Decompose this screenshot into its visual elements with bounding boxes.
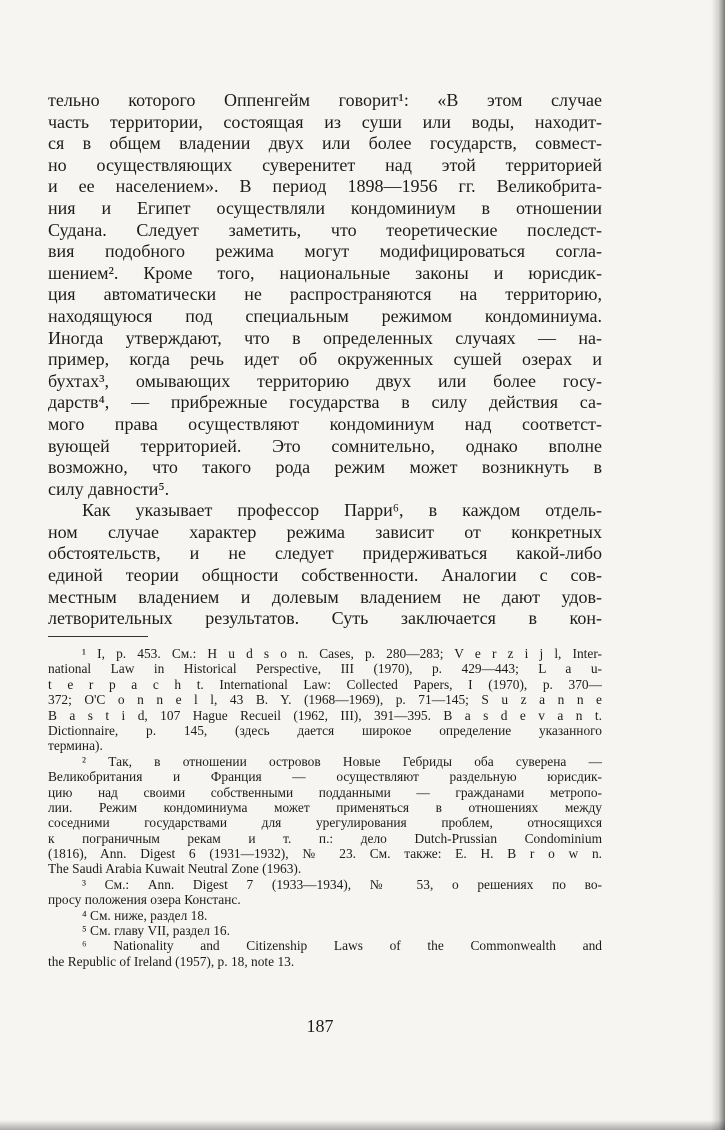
footnote-line: к пограничным рекам и т. п.: дело Dutch-Prussian Condominium [48, 830, 602, 846]
footnote-line: 372; O'C o n n e l l, 43 B. Y. (1968—1969), p. 71—145; S u z a n n e [48, 692, 602, 708]
footnote-line: термина). [48, 738, 103, 754]
text-line: шением². Кроме того, национальные законы и юрисдик- [48, 262, 602, 283]
text-line: часть территории, состоящая из суши или воды, находит- [48, 111, 602, 132]
text-line: и ее населением». В период 1898—1956 гг. Великобрита- [48, 176, 602, 197]
footnote-line: просу положения озера Констанс. [48, 892, 241, 908]
footnotes [48, 646, 602, 969]
footnote-line: B a s t i d, 107 Hague Recueil (1962, III), 391—395. B a s d e v a n t. [48, 707, 602, 723]
footnote-line: t e r p a c h t. International Law: Collected Papers, I (1970), p. 370— [48, 676, 602, 692]
text-line: бухтах³, омывающих территорию двух или более госу- [48, 370, 602, 391]
text-line: ния и Египет осуществляли кондоминиум в отношении [48, 197, 602, 218]
text-line: дарств⁴, — прибрежные государства в силу действия са- [48, 392, 602, 413]
text-line: Иногда утверждают, что в определенных случаях — на- [48, 327, 602, 348]
page-number: 187 [306, 1016, 334, 1036]
text-line: тельно которого Оппенгейм говорит¹: «В этом случае [48, 90, 602, 110]
footnote-line: The Saudi Arabia Kuwait Neutral Zone (1963). [48, 861, 302, 877]
footnote-line: соседними государствами для урегулирования проблем, относящихся [48, 815, 602, 831]
text-line: вия подобного режима могут модифицироваться согла- [48, 241, 602, 262]
text-line: возможно, что такого рода режим может возникнуть в [48, 457, 602, 478]
footnote-line: ⁴ См. ниже, раздел 18. [82, 907, 208, 923]
main-text [48, 90, 602, 630]
text-line: находящуюся под специальным режимом кондоминиума. [48, 305, 602, 326]
page-edge-shadow [711, 0, 725, 1130]
text-line: Как указывает профессор Парри⁶, в каждом отдель- [82, 500, 602, 521]
footnote-line: national Law in Historical Perspective, III (1970), p. 429—443; L a u- [48, 661, 602, 677]
text-line: обстоятельств, и не следует придерживаться какой-либо [48, 543, 602, 564]
text-line: Судана. Следует заметить, что теоретические последст- [48, 219, 602, 240]
footnote-line: (1816), Ann. Digest 6 (1931—1932), № 23. См. также: E. H. B r o w n. [48, 846, 602, 862]
footnote-line: ⁵ См. главу VII, раздел 16. [82, 923, 230, 939]
footnote-line: цию над своими собственными подданными — гражданами метропо- [48, 784, 602, 800]
text-line: вующей территорией. Это сомнительно, однако вполне [48, 435, 602, 456]
text-line: единой теории общности собственности. Аналогии с сов- [48, 565, 602, 586]
text-line: ном случае характер режима зависит от конкретных [48, 521, 602, 542]
footnote-line: ⁶ Nationality and Citizenship Laws of the Commonwealth and [82, 938, 602, 954]
footnote-line: лии. Режим кондоминиума может применяться в отношениях между [48, 799, 602, 815]
text-line: мого права осуществляют кондоминиум над соответст- [48, 413, 602, 434]
text-line: летворительных результатов. Суть заключается в кон- [48, 608, 602, 629]
footnote-line: ³ См.: Ann. Digest 7 (1933—1934), № 53, о решениях по во- [82, 876, 602, 892]
footnote-separator [48, 636, 148, 637]
footnote-line: ² Так, в отношении островов Новые Гебриды оба суверена — [82, 753, 602, 769]
page-bottom-shadow [0, 1120, 725, 1130]
footnote-line: Dictionnaire, p. 145, (здесь дается широкое определение указанного [48, 722, 602, 738]
text-line: пример, когда речь идет об окруженных сушей озерах и [48, 349, 602, 370]
footnote-line: Великобритания и Франция — осуществляют раздельную юрисдик- [48, 769, 602, 785]
text-line: ция автоматически не распространяются на территорию, [48, 284, 602, 305]
footnote-line: the Republic of Ireland (1957), p. 18, note 13. [48, 953, 295, 969]
text-line: силу давности⁵. [48, 478, 170, 499]
text-line: ся в общем владении двух или более государств, совмест- [48, 133, 602, 154]
footnote-line: ¹ I, p. 453. См.: H u d s o n. Cases, p. 280—283; V e r z i j l, Inter- [82, 646, 602, 661]
text-line: местным владением и долевым владением не дают удов- [48, 586, 602, 607]
text-line: но осуществляющих суверенитет над этой территорией [48, 154, 602, 175]
